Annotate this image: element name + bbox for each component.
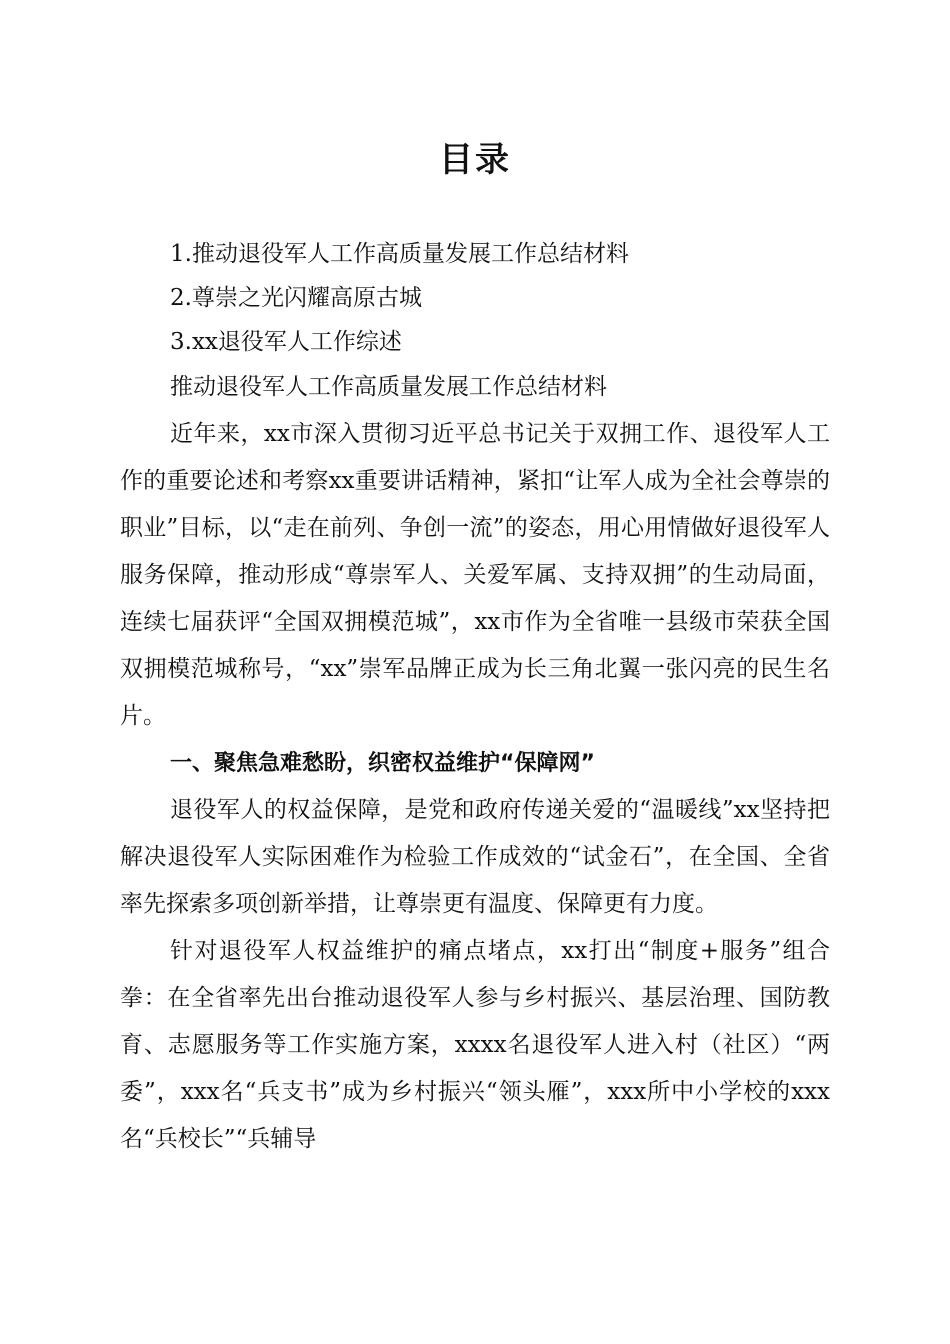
body-paragraph: 退役军人的权益保障，是党和政府传递关爱的“温暖线”xx坚持把解决退役军人实际困难作为检验工作成效的“试金石”，在全国、全省率先探索多项创新举措，让尊崇更有温度、保障更有力度。 xyxy=(120,797,830,917)
page-title: 目录 xyxy=(439,140,511,180)
toc-item: 1.推动退役军人工作高质量发展工作总结材料 xyxy=(170,241,629,267)
toc-item: 2.尊崇之光闪耀高原古城 xyxy=(170,285,422,311)
body-paragraph: 针对退役军人权益维护的痛点堵点，xx打出“制度+服务”组合拳：在全省率先出台推动退役军人参与乡村振兴、基层治理、国防教育、志愿服务等工作实施方案，xxxx名退役军人进入村（社区）“两委”，xxx名“兵支书”成为乡村振兴“领头雁”，xxx所中小学校的xxx名“兵校长”“兵辅导 xyxy=(120,938,830,1152)
document-body xyxy=(120,364,830,1163)
section-heading: 一、聚焦急难愁盼，织密权益维护“保障网” xyxy=(170,751,595,776)
intro-paragraph: 近年来，xx市深入贯彻习近平总书记关于双拥工作、退役军人工作的重要论述和考察xx重要讲话精神，紧扣“让军人成为全社会尊崇的职业”目标，以“走在前列、争创一流”的姿态，用心用情做好退役军人服务保障，推动形成“尊崇军人、关爱军属、支持双拥”的生动局面，连续七届获评“全国双拥模范城”，xx市作为全省唯一县级市荣获全国双拥模范城称号，“xx”崇军品牌正成为长三角北翼一张闪亮的民生名片。 xyxy=(120,421,830,729)
toc-item: 3.xx退役军人工作综述 xyxy=(170,329,402,355)
document-title: 推动退役军人工作高质量发展工作总结材料 xyxy=(170,374,607,400)
table-of-contents xyxy=(170,232,830,364)
